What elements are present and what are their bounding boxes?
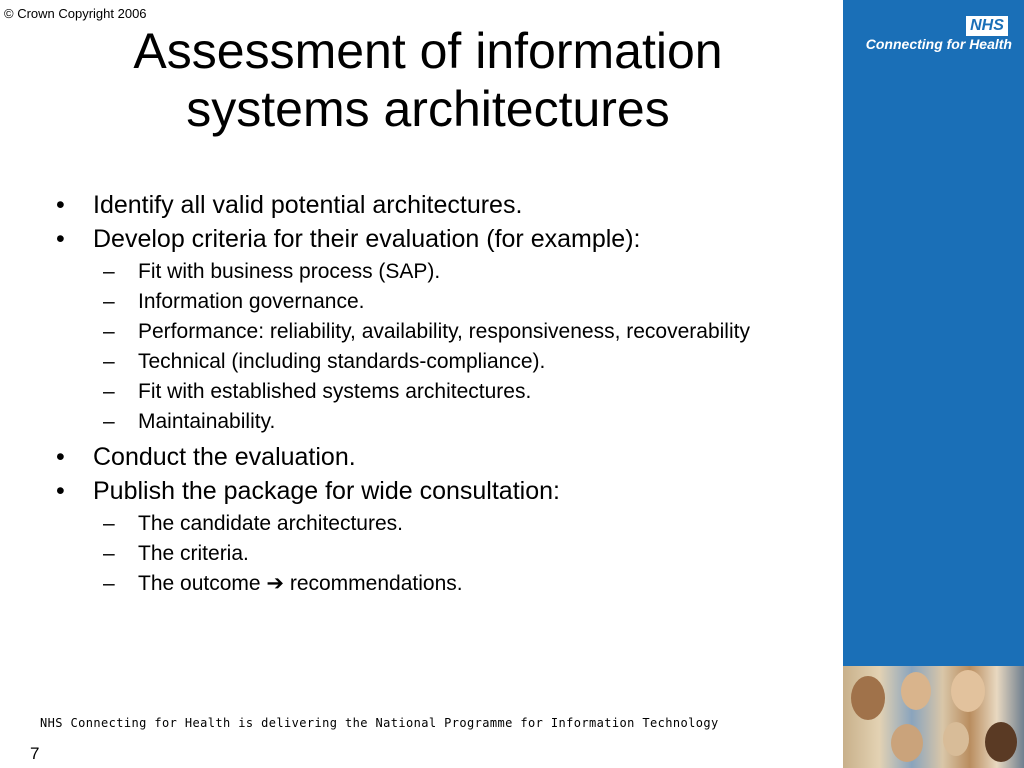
slide-title bbox=[40, 22, 816, 138]
nhs-sidebar bbox=[843, 0, 1024, 768]
bullet-item bbox=[56, 440, 816, 474]
bullet-text: The outcome ➔ recommendations. bbox=[138, 572, 463, 595]
bullet-text: Fit with business process (SAP). bbox=[138, 260, 441, 283]
sub-bullet-item bbox=[56, 541, 816, 566]
sub-bullet-item bbox=[56, 289, 816, 314]
bullet-text: Publish the package for wide consultation: bbox=[93, 477, 560, 505]
staff-photo-collage bbox=[843, 666, 1024, 768]
sub-bullet-item bbox=[56, 511, 816, 536]
dash-marker: – bbox=[103, 572, 115, 595]
sub-bullet-item bbox=[56, 319, 816, 344]
bullet-text: Information governance. bbox=[138, 290, 365, 313]
sub-bullet-item bbox=[56, 379, 816, 404]
bullet-text: The candidate architectures. bbox=[138, 512, 403, 535]
bullet-text: Performance: reliability, availability, responsiveness, recoverability bbox=[138, 320, 750, 343]
title-line-1: Assessment of information bbox=[133, 23, 723, 79]
bullet-text: Technical (including standards-compliance). bbox=[138, 350, 546, 373]
bullet-item bbox=[56, 188, 816, 222]
page-number: 7 bbox=[30, 744, 40, 763]
bullet-marker: • bbox=[56, 443, 65, 471]
dash-marker: – bbox=[103, 410, 115, 433]
bullet-text: Fit with established systems architectures. bbox=[138, 380, 532, 403]
photo-face-6 bbox=[985, 722, 1017, 762]
nhs-logo: NHS bbox=[966, 16, 1008, 36]
bullet-text: Develop criteria for their evaluation (for example): bbox=[93, 225, 641, 253]
copyright-notice: © Crown Copyright 2006 bbox=[4, 6, 147, 21]
bullet-marker: • bbox=[56, 477, 65, 505]
dash-marker: – bbox=[103, 512, 115, 535]
photo-face-3 bbox=[951, 670, 985, 712]
dash-marker: – bbox=[103, 260, 115, 283]
dash-marker: – bbox=[103, 350, 115, 373]
bullet-text: Identify all valid potential architectures. bbox=[93, 191, 523, 219]
dash-marker: – bbox=[103, 290, 115, 313]
bullet-text: Maintainability. bbox=[138, 410, 276, 433]
photo-face-2 bbox=[901, 672, 931, 710]
photo-face-4 bbox=[891, 724, 923, 762]
nhs-tagline: Connecting for Health bbox=[865, 36, 1012, 52]
bullet-text: Conduct the evaluation. bbox=[93, 443, 356, 471]
photo-face-1 bbox=[851, 676, 885, 720]
bullet-item bbox=[56, 222, 816, 256]
dash-marker: – bbox=[103, 380, 115, 403]
dash-marker: – bbox=[103, 320, 115, 343]
dash-marker: – bbox=[103, 542, 115, 565]
sub-bullet-item bbox=[56, 571, 816, 596]
footer-text: NHS Connecting for Health is delivering the National Programme for Information Technology bbox=[40, 716, 719, 730]
sub-bullet-item bbox=[56, 349, 816, 374]
bullet-list bbox=[56, 188, 816, 596]
sub-bullet-item bbox=[56, 259, 816, 284]
title-line-2: systems architectures bbox=[186, 81, 670, 137]
photo-face-5 bbox=[943, 722, 969, 756]
bullet-item bbox=[56, 474, 816, 508]
bullet-marker: • bbox=[56, 191, 65, 219]
sub-bullet-item bbox=[56, 409, 816, 434]
bullet-text: The criteria. bbox=[138, 542, 249, 565]
bullet-marker: • bbox=[56, 225, 65, 253]
